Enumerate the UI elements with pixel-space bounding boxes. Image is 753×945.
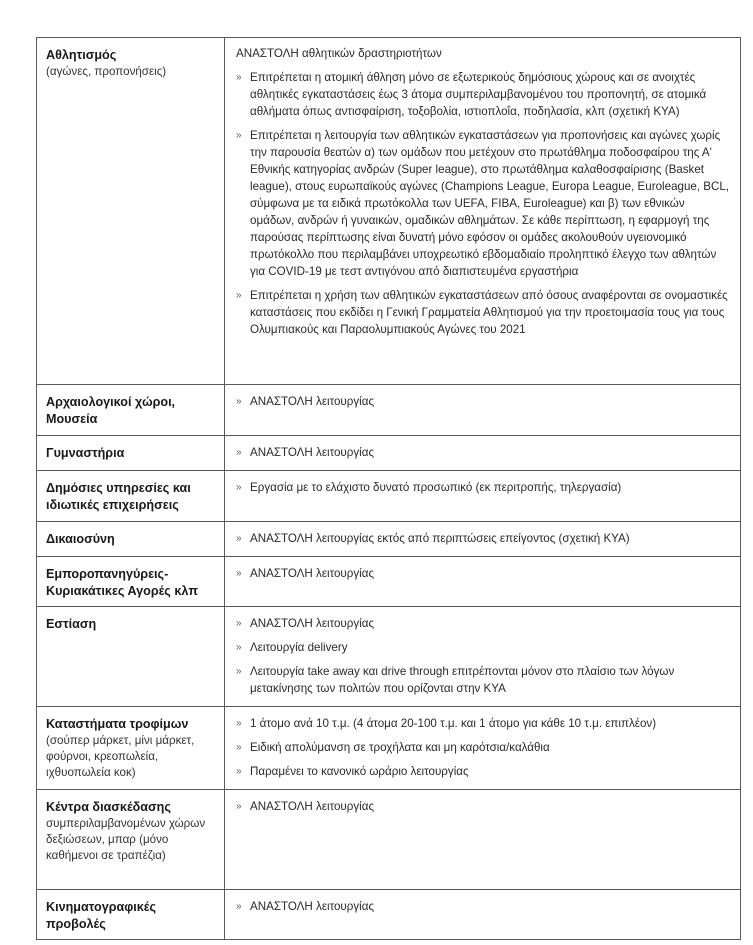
category-title: Εμποροπανηγύρεις- Κυριακάτικες Αγορές κλπ <box>46 567 199 598</box>
table-row <box>37 890 741 940</box>
category-cell <box>37 436 225 471</box>
list-item: » ΑΝΑΣΤΟΛΗ λειτουργίας <box>236 900 375 913</box>
bullet-icon: » <box>236 666 242 677</box>
bullet-icon: » <box>236 482 242 493</box>
category-subtitle: συμπεριλαμβανομένων χώρων δεξιώσεων, μπαρ (μόνο καθήμενοι σε τραπέζια) <box>46 817 206 862</box>
category-cell <box>37 522 225 557</box>
table-row <box>37 471 741 522</box>
bullet-icon: » <box>236 901 242 912</box>
bullet-icon: » <box>236 801 242 812</box>
list-item: » Επιτρέπεται η λειτουργία των αθλητικών εγκαταστάσεων για προπονήσεις και αγώνες χωρίς την παρουσία θεατών α) των ομάδων που μετέχουν στο πρωτάθλημα ποδοσφαίρου της Α' Εθνικής κατηγορίας ανδρών (Super league), στο πρωτάθλημα καλαθοσφαίρισης (Basket league), στους ευρωπαϊκούς αγώνες (Champions League, Europa League, Euroleague, BCL, σύμφωνα με τα ειδικά πρωτόκολλα των UEFA, FIBA, Euroleague) και β) των εθνικών ομάδων, ανδρών ή γυναικών, ομαδικών αθλημάτων. Σε κάθε περίπτωση, η εφαρμογή της παρούσας περίπτωσης είναι δυνατή μόνο εφόσον οι ομάδες ακολουθούν υγειονομικό πρωτόκολλο που περιλαμβάνει υποχρεωτικό εβδομαδιαίο προληπτικό έλεγχο των αθλητών για COVID-19 με τεστ αντιγόνου από διαπιστευμένα εργαστήρια <box>236 129 730 278</box>
category-title: Δικαιοσύνη <box>46 532 115 546</box>
category-title: Εστίαση <box>46 617 97 631</box>
bullet-icon: » <box>236 130 242 141</box>
measures-cell <box>225 471 741 522</box>
table-row <box>37 436 741 471</box>
list-item: » Παραμένει το κανονικό ωράριο λειτουργίας <box>236 765 469 778</box>
list-item: » Επιτρέπεται η χρήση των αθλητικών εγκαταστάσεων από όσους αναφέρονται σε ονομαστικές καταστάσεις που εκδίδει η Γενική Γραμματεία Αθλητισμού για την προετοιμασία τους για τους Ολυμπιακούς και Παραολυμπιακούς Αγώνες του 2021 <box>236 289 728 336</box>
list-item: » Λειτουργία delivery <box>236 641 348 654</box>
category-title: Καταστήματα τροφίμων <box>46 717 189 731</box>
category-title: Αθλητισμός <box>46 48 117 62</box>
category-title: Κέντρα διασκέδασης <box>46 800 171 814</box>
list-item: » Ειδική απολύμανση σε τροχήλατα και μη καρότσια/καλάθια <box>236 741 550 754</box>
category-title: Δημόσιες υπηρεσίες και ιδιωτικές επιχειρήσεις <box>46 481 191 512</box>
list-item: » ΑΝΑΣΤΟΛΗ λειτουργίας <box>236 800 375 813</box>
bullet-icon: » <box>236 533 242 544</box>
list-item: » ΑΝΑΣΤΟΛΗ λειτουργίας <box>236 617 375 630</box>
measures-cell <box>225 790 741 890</box>
bullet-icon: » <box>236 290 242 301</box>
measures-cell <box>225 707 741 790</box>
bullet-icon: » <box>236 718 242 729</box>
list-item: » Εργασία με το ελάχιστο δυνατό προσωπικό (εκ περιτροπής, τηλεργασία) <box>236 481 622 494</box>
measures-cell <box>225 385 741 436</box>
category-title: Γυμναστήρια <box>46 446 125 460</box>
category-cell <box>37 707 225 790</box>
category-cell <box>37 890 225 940</box>
list-item: » 1 άτομο ανά 10 τ.μ. (4 άτομα 20-100 τ.μ. και 1 άτομο για κάθε 10 τ.μ. επιπλέον) <box>236 717 657 730</box>
table-row <box>37 707 741 790</box>
list-item: » Επιτρέπεται η ατομική άθληση μόνο σε εξωτερικούς δημόσιους χώρους και σε ανοιχτές αθλητικές εγκαταστάσεις έως 3 άτομα συμπεριλαμβανομένου του προπονητή, σε ατομικά αθλήματα όπως αντισφαίριση, τοξοβολία, ιστιοπλοΐα, ποδηλασία, κλπ (σχετική ΚΥΑ) <box>236 71 707 118</box>
table-row <box>37 790 741 890</box>
category-cell <box>37 385 225 436</box>
category-subtitle: (αγώνες, προπονήσεις) <box>46 65 167 78</box>
bullet-icon: » <box>236 72 242 83</box>
bullet-icon: » <box>236 766 242 777</box>
category-cell <box>37 607 225 707</box>
category-cell <box>37 557 225 607</box>
measures-cell <box>225 38 741 385</box>
bullet-icon: » <box>236 642 242 653</box>
measures-cell <box>225 436 741 471</box>
bullet-icon: » <box>236 396 242 407</box>
bullet-icon: » <box>236 568 242 579</box>
bullet-icon: » <box>236 618 242 629</box>
list-item: » ΑΝΑΣΤΟΛΗ λειτουργίας <box>236 446 375 459</box>
category-subtitle: (σούπερ μάρκετ, μίνι μάρκετ, φούρνοι, κρεοπωλεία, ιχθυοπωλεία κοκ) <box>46 734 195 779</box>
intro-text: ΑΝΑΣΤΟΛΗ αθλητικών δραστηριοτήτων <box>236 47 442 60</box>
category-cell <box>37 790 225 890</box>
category-title: Αρχαιολογικοί χώροι, Μουσεία <box>46 395 176 426</box>
list-item: » ΑΝΑΣΤΟΛΗ λειτουργίας <box>236 395 375 408</box>
measures-cell <box>225 607 741 707</box>
table-row <box>37 385 741 436</box>
table-row <box>37 557 741 607</box>
category-cell <box>37 38 225 385</box>
list-item: » ΑΝΑΣΤΟΛΗ λειτουργίας <box>236 567 375 580</box>
bullet-icon: » <box>236 742 242 753</box>
table-row <box>37 607 741 707</box>
measures-cell <box>225 890 741 940</box>
table-row <box>37 38 741 385</box>
list-item: » Λειτουργία take away και drive through επιτρέπονται μόνον στο πλαίσιο των λόγων μετακίνησης των πολιτών που ορίζονται στην ΚΥΑ <box>236 665 675 695</box>
category-title: Κινηματογραφικές προβολές <box>46 900 156 931</box>
measures-cell <box>225 557 741 607</box>
category-cell <box>37 471 225 522</box>
measures-cell <box>225 522 741 557</box>
measures-table <box>36 37 741 940</box>
table-row <box>37 522 741 557</box>
list-item: » ΑΝΑΣΤΟΛΗ λειτουργίας εκτός από περιπτώσεις επείγοντος (σχετική ΚΥΑ) <box>236 532 630 545</box>
bullet-icon: » <box>236 447 242 458</box>
